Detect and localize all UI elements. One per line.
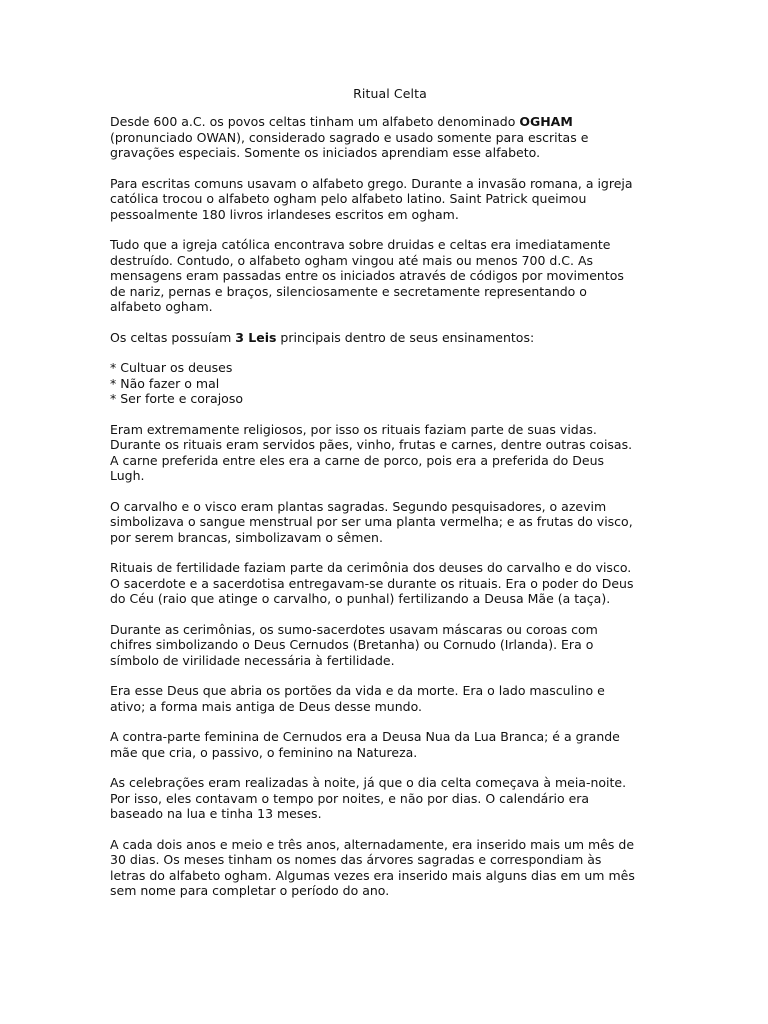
paragraph-laws-intro	[110, 330, 670, 346]
laws-intro-end: principais dentro de seus ensinamentos:	[276, 329, 535, 345]
paragraph-fertility-rituals: Rituais de fertilidade faziam parte da cerimônia dos deuses do carvalho e do visco. O sacerdote e a sacerdotisa entregavam-se durante os rituais. Era o poder do Deus do Céu (raio que atinge o carvalho, o punhal) fertilizando a Deusa Mãe (a taça).	[110, 560, 634, 606]
three-laws-term: 3 Leis	[235, 329, 277, 345]
paragraph-religious: Eram extremamente religiosos, por isso os rituais faziam parte de suas vidas. Durante os rituais eram servidos pães, vinho, frutas e carnes, dentre outras coisas. A carne preferida entre eles era a carne de porco, pois era a preferida do Deus Lugh.	[110, 421, 633, 483]
paragraph-god-gates: Era esse Deus que abria os portões da vida e da morte. Era o lado masculino e ativo; a forma mais antiga de Deus desse mundo.	[110, 683, 605, 714]
paragraph-celebrations: As celebrações eram realizadas à noite, já que o dia celta começava à meia-noite. Por isso, eles contavam o tempo por noites, e não por dias. O calendário era baseado na lua e tinha 13 meses.	[110, 775, 627, 821]
paragraph-calendar: A cada dois anos e meio e três anos, alternadamente, era inserido mais um mês de 30 dias. Os meses tinham os nomes das árvores sagradas e correspondiam às letras do alfabeto ogham. Algumas vezes era inserido mais alguns dias em um mês sem nome para completar o período do ano.	[110, 836, 635, 898]
paragraph-ogham-text-start: Desde 600 a.C. os povos celtas tinham um alfabeto denominado	[110, 114, 520, 129]
paragraph-ceremonies: Durante as cerimônias, os sumo-sacerdotes usavam máscaras ou coroas com chifres simbolizando o Deus Cernudos (Bretanha) ou Cornudo (Irlanda). Era o símbolo de virilidade necessária à fertilidade.	[110, 621, 598, 668]
paragraph-ogham-text-end: (pronunciado OWAN), considerado sagrado e usado somente para escritas e gravações especiais. Somente os iniciados aprendiam esse alfabeto.	[110, 129, 589, 160]
laws-list	[110, 360, 670, 407]
list-item: * Não fazer o mal	[110, 375, 220, 391]
laws-intro-start: Os celtas possuíam	[110, 329, 236, 345]
paragraph-ogham	[110, 114, 670, 161]
paragraph-sacred-plants: O carvalho e o visco eram plantas sagradas. Segundo pesquisadores, o azevim simbolizava o sangue menstrual por ser uma planta vermelha; e as frutas do visco, por serem brancas, simbolizavam o sêmen.	[110, 498, 633, 545]
paragraph-druids: Tudo que a igreja católica encontrava sobre druidas e celtas era imediatamente destruído. Contudo, o alfabeto ogham vingou até mais ou menos 700 d.C. As mensagens eram passadas entre os iniciados através de códigos por movimentos de nariz, pernas e braços, silenciosamente e secretamente representando o alfabeto ogham.	[110, 237, 624, 314]
ogham-term: OGHAM	[519, 114, 573, 129]
paragraph-goddess: A contra-parte feminina de Cernudos era a Deusa Nua da Lua Branca; é a grande mãe que cria, o passivo, o feminino na Natureza.	[110, 729, 620, 760]
list-item: * Cultuar os deuses	[110, 360, 233, 375]
paragraph-roman-invasion: Para escritas comuns usavam o alfabeto grego. Durante a invasão romana, a igreja católica trocou o alfabeto ogham pelo alfabeto latino. Saint Patrick queimou pessoalmente 180 livros irlandeses escritos em ogham.	[110, 175, 633, 222]
document-title: Ritual Celta	[353, 86, 427, 101]
list-item: * Ser forte e corajoso	[110, 391, 243, 406]
document-page	[110, 86, 670, 914]
